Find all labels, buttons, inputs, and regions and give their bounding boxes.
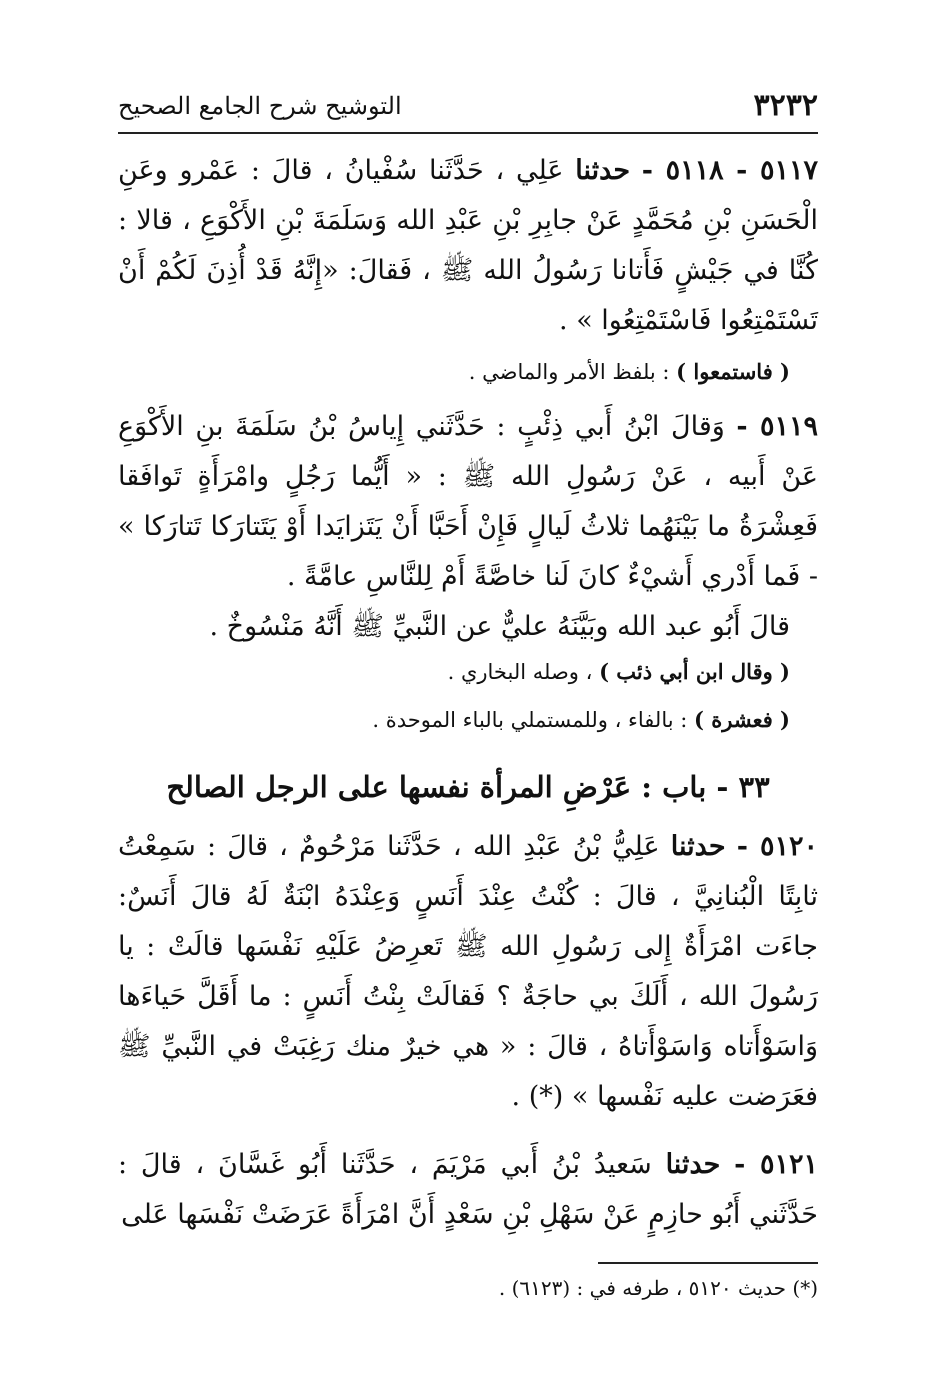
hadith-lead: حدثنا (670, 831, 726, 862)
commentary-note (118, 352, 790, 392)
footnote-rule (598, 1262, 818, 1264)
hadith-text: سَعيدُ بْنُ أَبي مَرْيَمَ ، حَدَّثَنا أَبُو غَسَّانَ ، قالَ : حَدَّثَني أَبُو حازِمٍ عَنْ سَهْلِ بْنِ سَعْدٍ أَنَّ امْرَأَةً عَرَضَتْ نَفْسَها عَلى (118, 1149, 818, 1230)
hadith-5117 (118, 146, 818, 346)
hadith-5121 (118, 1140, 818, 1240)
note-text: ، وصله البخاري . (447, 660, 600, 684)
hadith-text: وَقالَ ابْنُ أَبي ذِئْبٍ : حَدَّثَني إِياسُ بْنُ سَلَمَةَ بنِ الأَكْوَعِ عَنْ أَبيه ، عَنْ رَسُولِ الله ﷺ : « أَيُّما رَجُلٍ وامْرَأَةٍ تَوافَقا فَعِشْرَةُ ما بَيْنَهُما ثلاثُ لَيالٍ فَإِنْ أَحَبَّا أَنْ يَتَزايَدا أَوْ يَتَتارَكا تَتارَكا » - فَما أَدْري أَشيْءٌ كانَ لَنا خاصَّةً أَمْ لِلنَّاسِ عامَّةً . (118, 411, 818, 592)
commentary-note (118, 700, 790, 740)
hadith-5119 (118, 402, 818, 602)
page-header (118, 88, 818, 134)
hadith-number: ٥١٢٠ - (736, 831, 818, 862)
hadith-text: عَلِي ، حَدَّثَنا سُفْيانُ ، قالَ : عَمْرو وعَنِ الْحَسَنِ بْنِ مُحَمَّدٍ عَنْ جابِرِ بْنِ عَبْدِ الله وَسَلَمَةَ بْنِ الأَكْوَعِ ، قالا : كُنَّا في جَيْشٍ فَأَتانا رَسُولُ الله ﷺ ، فَقالَ: «إِنَّهُ قَدْ أُذِنَ لَكُمْ أَنْ تَسْتَمْتِعُوا فَاسْتَمْتِعُوا » . (118, 155, 819, 336)
hadith-5120 (118, 822, 818, 1122)
note-term: ( فعشرة ) (694, 707, 790, 732)
chapter-heading: ٣٣ - باب : عَرْضِ المرأة نفسها على الرجل الصالح (166, 770, 770, 804)
hadith-text: عَلِيُّ بْنُ عَبْدِ الله ، حَدَّثَنا مَرْحُومٌ ، قالَ : سَمِعْتُ ثابِتًا الْبُنانِيَّ ، قالَ : كُنْتُ عِنْدَ أَنَسٍ وَعِنْدَهُ ابْنَةٌ لَهُ قالَ أَنَسٌ: جاءَت امْرَأَةٌ إِلى رَسُولِ الله ﷺ تَعرِضُ عَلَيْهِ نَفْسَها قالَتْ : يا رَسُولَ الله ، أَلَكَ بي حاجَةٌ ؟ فَقالَتْ بِنْتُ أَنَسٍ : ما أَقَلَّ حَياءَها وَاسَوْأَتاه وَاسَوْأَتاهُ ، قالَ : « هي خيرٌ منك رَغِبَتْ في النَّبيِّ ﷺ فعَرَضت عليه نَفْسها » (*) . (118, 831, 818, 1112)
page-number: ٣٢٣٢ (753, 88, 818, 123)
hadith-number: ٥١١٧ - ٥١١٨ - (641, 155, 818, 186)
spacer (118, 1122, 818, 1140)
page-body (118, 146, 818, 1240)
abu-abdillah-remark: قالَ أَبُو عبد الله وبَيَّنَهُ عليٌّ عن النَّبيِّ ﷺ أَنَّهُ مَنْسُوخٌ . (209, 611, 790, 642)
hadith-number: ٥١١٩ - (736, 411, 819, 442)
commentary-note (118, 652, 790, 692)
hadith-number: ٥١٢١ - (734, 1149, 818, 1180)
hadith-lead: حدثنا (665, 1149, 721, 1180)
note-term: ( فاستمعوا ) (676, 359, 790, 384)
note-term: ( وقال ابن أبي ذئب ) (599, 659, 790, 684)
hadith-lead: حدثنا (575, 155, 631, 186)
running-title: التوشيح شرح الجامع الصحيح (118, 92, 402, 120)
note-text: : بلفظ الأمر والماضي . (468, 360, 677, 384)
note-text: : بالفاء ، وللمستملي بالباء الموحدة . (372, 708, 694, 732)
footnote: (*) حديث ٥١٢٠ ، طرفه في : (٦١٢٣) . (498, 1276, 818, 1300)
